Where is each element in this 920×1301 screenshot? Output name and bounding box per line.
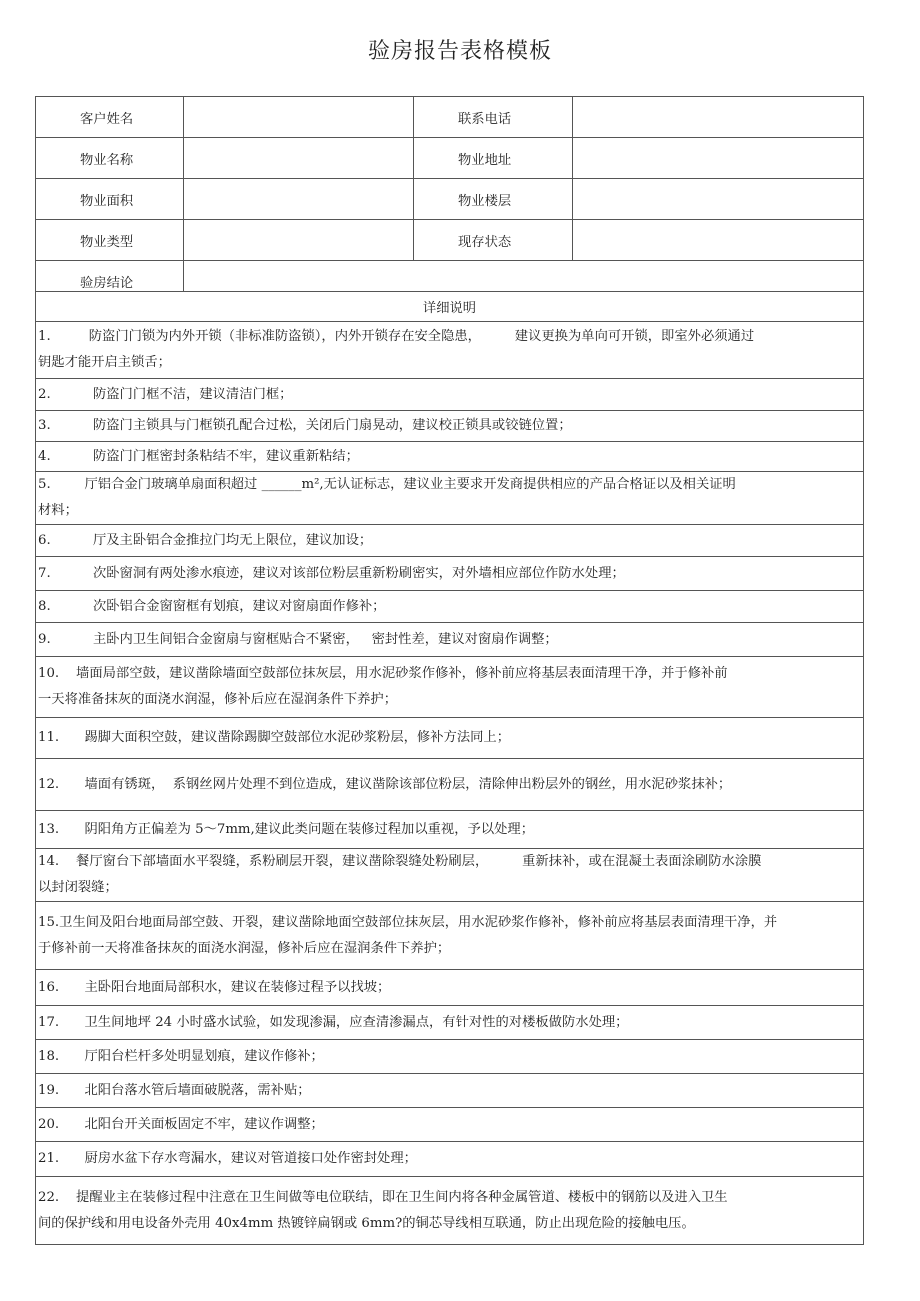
item-text	[36, 849, 864, 902]
item-line: 于修补前一天将准备抹灰的面浇水润湿，修补后应在湿润条件下养护；	[38, 940, 451, 956]
item-text	[36, 657, 864, 718]
label-phone: 联系电话	[414, 97, 573, 138]
item-text	[36, 902, 864, 970]
item-row	[36, 525, 864, 557]
item-text	[36, 557, 864, 591]
item-line: 钥匙才能开启主锁舌；	[38, 355, 171, 370]
label-property-address: 物业地址	[414, 138, 573, 179]
item-text	[36, 379, 864, 411]
property-floor-field[interactable]	[573, 179, 864, 220]
item-row	[36, 557, 864, 591]
item-text	[36, 1074, 864, 1108]
item-row	[36, 902, 864, 970]
item-line: 间的保护线和用电设备外壳用 40x4mm 热镀锌扁钢或 6mm?的铜芯导线相互联通，防止出现危险的接触电压。	[38, 1215, 695, 1231]
property-address-field[interactable]	[573, 138, 864, 179]
item-text	[36, 442, 864, 472]
label-property-type: 物业类型	[36, 220, 184, 261]
item-row	[36, 657, 864, 718]
inspection-report-table	[35, 96, 864, 1245]
item-row	[36, 849, 864, 902]
item-line: 2. 防盗门门框不洁，建议清洁门框；	[38, 386, 293, 402]
item-line: 8. 次卧铝合金窗窗框有划痕，建议对窗扇面作修补；	[38, 598, 386, 614]
item-row	[36, 1006, 864, 1040]
phone-field[interactable]	[573, 97, 864, 138]
item-line: 3. 防盗门主锁具与门框锁孔配合过松，关闭后门扇晃动，建议校正锁具或铰链位置；	[38, 418, 572, 433]
item-text	[36, 718, 864, 759]
item-row	[36, 322, 864, 379]
item-text	[36, 472, 864, 525]
item-line: 16. 主卧阳台地面局部积水，建议在装修过程予以找坡；	[38, 979, 391, 995]
item-row	[36, 759, 864, 811]
item-line: 材料；	[38, 503, 78, 518]
item-line: 22. 提醒业主在装修过程中注意在卫生间做等电位联结，即在卫生间内将各种金属管道、楼板中的钢筋以及进入卫生	[38, 1189, 728, 1205]
section-title: 详细说明	[36, 292, 864, 322]
item-line: 4. 防盗门门框密封条粘结不牢，建议重新粘结；	[38, 448, 359, 464]
item-line: 一天将准备抹灰的面浇水润湿，修补后应在湿润条件下养护；	[38, 692, 398, 707]
item-row	[36, 472, 864, 525]
label-customer-name: 客户姓名	[36, 97, 184, 138]
item-row	[36, 970, 864, 1006]
property-area-field[interactable]	[184, 179, 414, 220]
item-line: 10. 墙面局部空鼓，建议凿除墙面空鼓部位抹灰层，用水泥砂浆作修补，修补前应将基层表面清理干净，并于修补前	[38, 666, 728, 681]
item-line: 14. 餐厅窗台下部墙面水平裂缝，系粉刷层开裂，建议凿除裂缝处粉刷层， 重新抹补，或在混凝土表面涂刷防水涂膜	[38, 854, 762, 869]
label-conclusion: 验房结论	[36, 261, 184, 292]
item-text	[36, 759, 864, 811]
item-line: 1. 防盗门门锁为内外开锁（非标准防盗锁），内外开锁存在安全隐患， 建议更换为单向可开锁，即室外必须通过	[38, 329, 755, 344]
item-line: 11. 踢脚大面积空鼓，建议凿除踢脚空鼓部位水泥砂浆粉层，修补方法同上；	[38, 730, 511, 745]
item-row	[36, 1142, 864, 1177]
item-row	[36, 811, 864, 849]
item-row	[36, 591, 864, 623]
conclusion-field[interactable]	[184, 261, 864, 292]
label-current-status: 现存状态	[414, 220, 573, 261]
item-text	[36, 970, 864, 1006]
label-property-floor: 物业楼层	[414, 179, 573, 220]
item-line: 6. 厅及主卧铝合金推拉门均无上限位，建议加设；	[38, 532, 373, 548]
item-row	[36, 1177, 864, 1245]
item-line: 以封闭裂缝；	[38, 880, 118, 895]
item-row	[36, 379, 864, 411]
property-name-field[interactable]	[184, 138, 414, 179]
item-text	[36, 525, 864, 557]
item-line: 18. 厅阳台栏杆多处明显划痕，建议作修补；	[38, 1048, 324, 1064]
label-property-name: 物业名称	[36, 138, 184, 179]
item-text	[36, 591, 864, 623]
item-line: 13. 阴阳角方正偏差为 5～7mm,建议此类问题在装修过程加以重视，予以处理；	[38, 821, 535, 837]
item-text	[36, 411, 864, 442]
item-line: 12. 墙面有锈斑， 系钢丝网片处理不到位造成，建议凿除该部位粉层，清除伸出粉层外的钢丝，用水泥砂浆抹补；	[38, 776, 732, 792]
item-line: 19. 北阳台落水管后墙面破脱落，需补贴；	[38, 1082, 311, 1098]
item-row	[36, 1074, 864, 1108]
property-type-field[interactable]	[184, 220, 414, 261]
item-row	[36, 1108, 864, 1142]
item-text	[36, 1006, 864, 1040]
current-status-field[interactable]	[573, 220, 864, 261]
item-line: 20. 北阳台开关面板固定不牢，建议作调整；	[38, 1116, 324, 1132]
item-row	[36, 411, 864, 442]
item-line: 7. 次卧窗洞有两处渗水痕迹，建议对该部位粉层重新粉刷密实，对外墙相应部位作防水处理；	[38, 565, 625, 581]
item-line: 15.卫生间及阳台地面局部空鼓、开裂，建议凿除地面空鼓部位抹灰层，用水泥砂浆作修补，修补前应将基层表面清理干净，并	[38, 914, 778, 930]
label-property-area: 物业面积	[36, 179, 184, 220]
item-line: 9. 主卧内卫生间铝合金窗扇与窗框贴合不紧密， 密封性差，建议对窗扇作调整；	[38, 631, 558, 647]
item-text	[36, 1177, 864, 1245]
item-text	[36, 1108, 864, 1142]
item-text	[36, 322, 864, 379]
item-text	[36, 811, 864, 849]
page-title: 验房报告表格模板	[367, 39, 552, 64]
item-line: 21. 厨房水盆下存水弯漏水，建议对管道接口处作密封处理；	[38, 1151, 417, 1166]
item-row	[36, 718, 864, 759]
item-text	[36, 1142, 864, 1177]
item-text	[36, 623, 864, 657]
item-row	[36, 442, 864, 472]
item-line: 17. 卫生间地坪 24 小时盛水试验，如发现渗漏，应查清渗漏点，有针对性的对楼板做防水处理；	[38, 1014, 629, 1030]
item-text	[36, 1040, 864, 1074]
item-row	[36, 623, 864, 657]
item-row	[36, 1040, 864, 1074]
customer-name-field[interactable]	[184, 97, 414, 138]
item-line: 5. 厅铝合金门玻璃单扇面积超过 ______m²,无认证标志，建议业主要求开发商提供相应的产品合格证以及相关证明	[38, 477, 736, 492]
